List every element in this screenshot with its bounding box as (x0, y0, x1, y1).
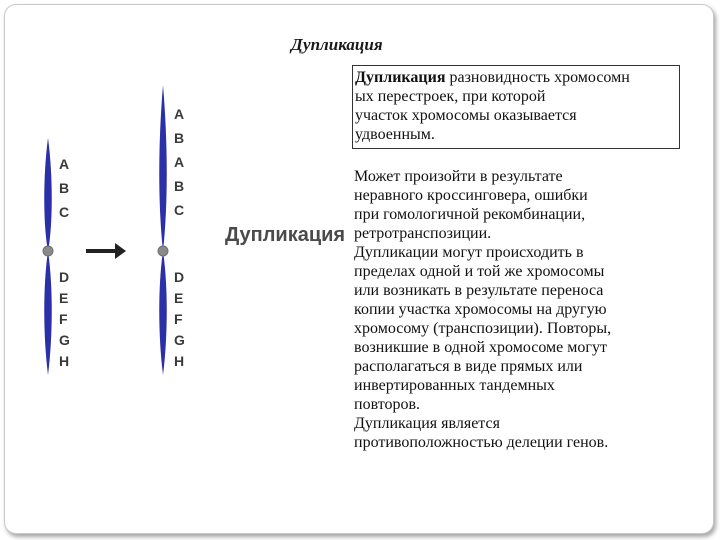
before-lower-gene-label: H (59, 353, 70, 369)
after-lower-gene-label: F (174, 311, 183, 327)
slide-frame (4, 4, 714, 534)
duplication-diagram (35, 75, 345, 385)
before-lower-gene-label: G (59, 332, 70, 348)
before-upper-gene-label: A (59, 156, 70, 172)
body-line: повторов. (354, 396, 421, 413)
body-line: Может произойти в результате (354, 168, 563, 185)
body-line: при гомологичной рекомбинации, (354, 206, 586, 223)
chromosome-after-upper-arm (159, 85, 167, 251)
before-lower-gene-label: E (59, 290, 69, 306)
chromosome-after (158, 85, 185, 375)
before-lower-gene-label: F (59, 311, 68, 327)
before-lower-gene-label: D (59, 269, 70, 285)
body-line: располагаться в виде прямых или (354, 358, 583, 375)
definition-line: удвоенным. (355, 126, 435, 143)
chromosome-before-upper-arm (44, 138, 52, 251)
duplication-figure (35, 75, 345, 385)
body-line: неравного кроссинговера, ошибки (354, 187, 588, 204)
body-line: хромосому (транспозиции). Повторы, (354, 320, 612, 337)
after-upper-gene-label: A (174, 106, 185, 122)
body-line: Дупликации могут происходить в (354, 244, 584, 261)
before-upper-gene-label: C (59, 204, 70, 220)
chromosome-after-lower-arm (159, 251, 167, 375)
body-paragraph (354, 167, 684, 243)
transition-arrow (86, 243, 126, 259)
chromosome-before-lower-arm (44, 251, 52, 375)
after-upper-gene-label: A (174, 154, 185, 170)
before-upper-gene-label: B (59, 180, 70, 196)
chromosome-before (43, 138, 70, 375)
after-upper-gene-label: B (174, 178, 185, 194)
after-lower-gene-label: G (174, 332, 185, 348)
body-text (354, 167, 684, 452)
definition-line: разновидность хромосомн (445, 69, 630, 86)
chromosome-after-centromere (158, 246, 168, 256)
after-lower-gene-label: D (174, 269, 185, 285)
body-paragraph (354, 414, 684, 452)
body-line: пределах одной и той же хромосомы (354, 263, 605, 280)
body-line: противоположностью делеции генов. (354, 434, 609, 451)
after-lower-gene-label: H (174, 353, 185, 369)
body-line: инвертированных тандемных (354, 377, 555, 394)
after-upper-gene-label: B (174, 130, 185, 146)
body-line: возникшие в одной хромосоме могут (354, 339, 607, 356)
chromosome-before-centromere (43, 246, 53, 256)
body-line: или возникать в результате переноса (354, 282, 604, 299)
slide-title: Дупликация (291, 35, 383, 54)
definition-box (352, 65, 680, 149)
after-upper-gene-label: C (174, 202, 185, 218)
body-paragraph (354, 243, 684, 414)
body-line: Дупликация является (354, 415, 500, 432)
body-line: копии участка хромосомы на другую (354, 301, 607, 318)
text-column (354, 65, 684, 452)
figure-label: Дупликация (225, 224, 345, 246)
definition-line: участок хромосомы оказывается (355, 107, 577, 124)
definition-term: Дупликация (355, 69, 446, 86)
definition-line: ых перестроек, при которой (355, 88, 546, 105)
after-lower-gene-label: E (174, 290, 184, 306)
body-line: ретротранспозиции. (354, 225, 492, 242)
